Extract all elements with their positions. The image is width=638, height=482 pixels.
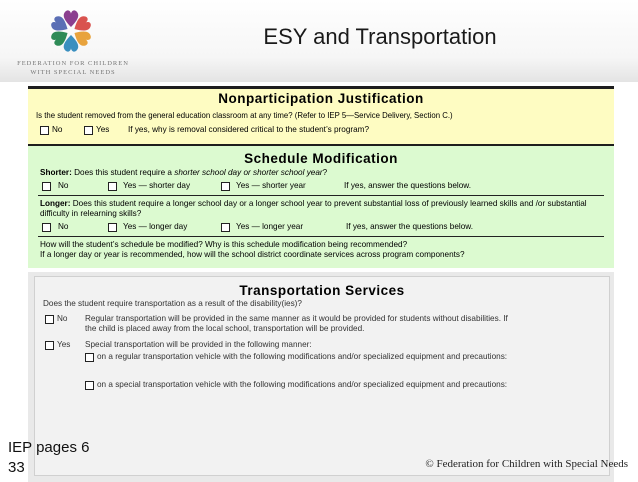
transportation-no-label: No [57,314,68,323]
transportation-section [28,272,614,482]
nonparticipation-followup: If yes, why is removal considered critical to the student’s program? [128,125,370,134]
nonparticipation-yes-label: Yes [96,125,110,134]
longer-no-label: No [58,222,69,231]
regular-vehicle-checkbox[interactable] [85,353,94,362]
logo-line-2: WITH SPECIAL NEEDS [30,69,116,76]
shorter-question-end: ? [322,168,328,177]
shorter-question-text: Does this student require a [74,168,172,177]
nonparticipation-no-checkbox[interactable] [40,126,49,135]
longer-label: Longer: [40,199,71,208]
transportation-no-checkbox[interactable] [45,315,54,324]
transportation-no-text-2: the child is placed away from the local school, transportation will be provided. [85,324,365,333]
schedule-how-question: How will the student’s schedule be modified? Why is this schedule modification being recommended? [40,240,408,249]
schedule-modification-section [28,146,614,268]
shorter-day-checkbox[interactable] [108,182,117,191]
transportation-yes-checkbox[interactable] [45,341,54,350]
footer-copyright: © Federation for Children with Special Needs [425,458,628,470]
transportation-inner [34,276,610,476]
federation-logo [8,6,138,78]
regular-vehicle-label: on a regular transportation vehicle with the following modifications and/or specialized equipment and precautions: [97,352,508,361]
shorter-year-checkbox[interactable] [221,182,230,191]
logo-line-1: FEDERATION FOR CHILDREN [17,60,129,67]
transportation-no-text-1: Regular transportation will be provided in the same manner as it would be provided for students without disabilities. If [85,314,508,323]
nonparticipation-yes-checkbox[interactable] [84,126,93,135]
shorter-label: Shorter: [40,168,72,177]
logo-text [8,59,138,77]
transportation-yes-text: Special transportation will be provided in the following manner: [85,340,312,349]
longer-if-yes: If yes, answer the questions below. [346,222,473,231]
longer-no-checkbox[interactable] [42,223,51,232]
heart-flower-icon [46,6,96,56]
shorter-if-yes: If yes, answer the questions below. [344,181,471,190]
special-vehicle-label: on a special transportation vehicle with the following modifications and/or specialized equipment and precautions: [97,380,508,389]
longer-year-label: Yes — longer year [236,222,304,231]
schedule-coordinate-question: If a longer day or year is recommended, how will the school district coordinate services across program components? [40,250,465,259]
nonparticipation-question: Is the student removed from the general education classroom at any time? (Refer to IEP 5—Service Delivery, Section C.) [36,111,453,120]
longer-year-checkbox[interactable] [221,223,230,232]
slide-number: 33 [8,459,25,476]
special-vehicle-checkbox[interactable] [85,381,94,390]
footer-pages: IEP pages 6 [8,439,90,456]
shorter-year-label: Yes — shorter year [236,181,306,190]
transportation-question: Does the student require transportation as a result of the disability(ies)? [43,299,302,308]
shorter-question-italic: shorter school day or shorter school year [174,168,323,177]
shorter-no-checkbox[interactable] [42,182,51,191]
footer-left [8,438,89,478]
slide-title: ESY and Transportation [263,24,497,49]
transportation-heading: Transportation Services [239,283,405,298]
transportation-yes-label: Yes [57,340,71,349]
nonparticipation-heading: Nonparticipation Justification [218,91,424,106]
longer-question [40,199,600,219]
schedule-heading: Schedule Modification [244,151,398,166]
nonparticipation-section [28,86,614,146]
divider [38,195,604,196]
longer-day-label: Yes — longer day [123,222,188,231]
nonparticipation-no-label: No [52,125,63,134]
longer-question-text: Does this student require a longer school day or a longer school year to prevent substantial loss of previously learned skills and /or substantial difficulty in relearning skills? [40,199,587,218]
shorter-question [40,168,327,178]
shorter-no-label: No [58,181,69,190]
divider [38,236,604,237]
shorter-day-label: Yes — shorter day [123,181,191,190]
longer-day-checkbox[interactable] [108,223,117,232]
